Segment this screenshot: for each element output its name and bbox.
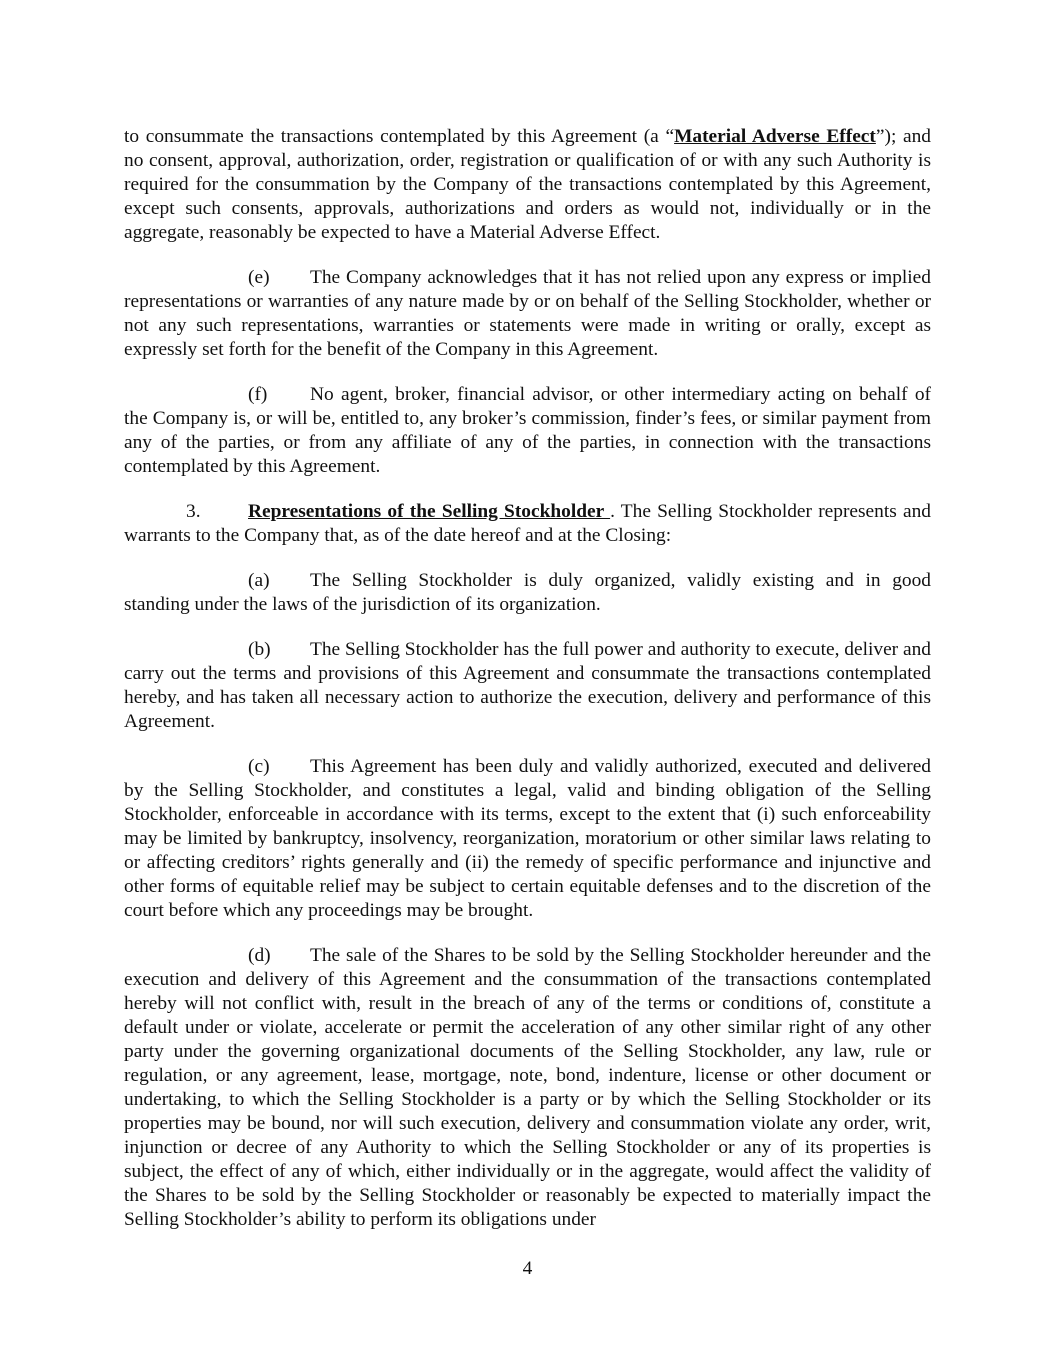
clause-text-d: The sale of the Shares to be sold by the Selling Stockholder hereunder and the execution and delivery of this Agreement and the consummation of the transactions contemplated hereby will not conflict with, result in the breach of any of the terms or conditions of, constitute a default under or violate, accelerate or permit the acceleration of any other similar right of any other party under the governing organizational documents of the Selling Stockholder, any law, rule or regulation, or any agreement, lease, mortgage, note, bond, indenture, license or other document or undertaking, to which the Selling Stockholder is a party or by which the Selling Stockholder or its properties may be bound, nor will such execution, delivery and consummation violate any order, writ, injunction or decree of any Authority to which the Selling Stockholder or any of its properties is subject, the effect of any of which, either individually or in the aggregate, would affect the validity of the Shares to be sold by the Selling Stockholder or reasonably be expected to materially impact the Selling Stockholder’s ability to perform its obligations under [124,945,931,1230]
paragraph-intro-text-before: to consummate the transactions contemplated by this Agreement (a “ [124,126,675,147]
defined-term-material-adverse-effect: Material Adverse Effect [674,126,876,147]
clause-text-b: The Selling Stockholder has the full power and authority to execute, deliver and carry out the terms and provisions of this Agreement and consummate the transactions contemplated hereby, and has taken all necessary action to authorize the execution, delivery and performance of this Agreement. [124,639,931,732]
section-3-text: . The Selling Stockholder represents and warrants to the Company that, as of the date hereof and at the Closing: [124,501,931,546]
section-3-heading: Representations of the Selling Stockholder [248,501,611,522]
paragraph-f [124,383,931,479]
clause-label-b: (b) [248,639,271,660]
clause-label-a: (a) [248,570,270,591]
clause-text-f: No agent, broker, financial advisor, or other intermediary acting on behalf of the Company is, or will be, entitled to, any broker’s commission, finder’s fees, or similar payment from any of the parties, or from any affiliate of any of the parties, in connection with the transactions contemplated by this Agreement. [124,384,931,477]
paragraph-c [124,755,931,923]
clause-label-f: (f) [248,384,268,405]
paragraph-d [124,944,931,1232]
clause-text-a: The Selling Stockholder is duly organized, validly existing and in good standing under the laws of the jurisdiction of its organization. [124,570,931,615]
paragraph-e [124,266,931,362]
paragraph-a [124,569,931,617]
clause-label-c: (c) [248,756,270,777]
clause-label-d: (d) [248,945,271,966]
document-body [124,125,931,1253]
page-number: 4 [522,1258,533,1279]
paragraph-b [124,638,931,734]
clause-text-e: The Company acknowledges that it has not relied upon any express or implied representations or warranties of any nature made by or on behalf of the Selling Stockholder, whether or not any such representations, warranties or statements were made in writing or orally, except as expressly set forth for the benefit of the Company in this Agreement. [124,267,931,360]
paragraph-intro-text-after: ”); and no consent, approval, authorization, order, registration or qualification of or with any such Authority is required for the consummation by the Company of the transactions contemplated by this Agreement, except such consents, approvals, authorizations and orders as would not, individually or in the aggregate, reasonably be expected to have a Material Adverse Effect. [124,126,931,243]
paragraph-intro [124,125,931,245]
clause-label-e: (e) [248,267,270,288]
section-3-number: 3. [186,501,201,522]
clause-text-c: This Agreement has been duly and validly authorized, executed and delivered by the Selling Stockholder, and constitutes a legal, valid and binding obligation of the Selling Stockholder, enforceable in accordance with its terms, except to the extent that (i) such enforceability may be limited by bankruptcy, insolvency, reorganization, moratorium or other similar laws relating to or affecting creditors’ rights generally and (ii) the remedy of specific performance and injunctive and other forms of equitable relief may be subject to certain equitable defenses and to the discretion of the court before which any proceedings may be brought. [124,756,931,921]
section-3 [124,500,931,548]
